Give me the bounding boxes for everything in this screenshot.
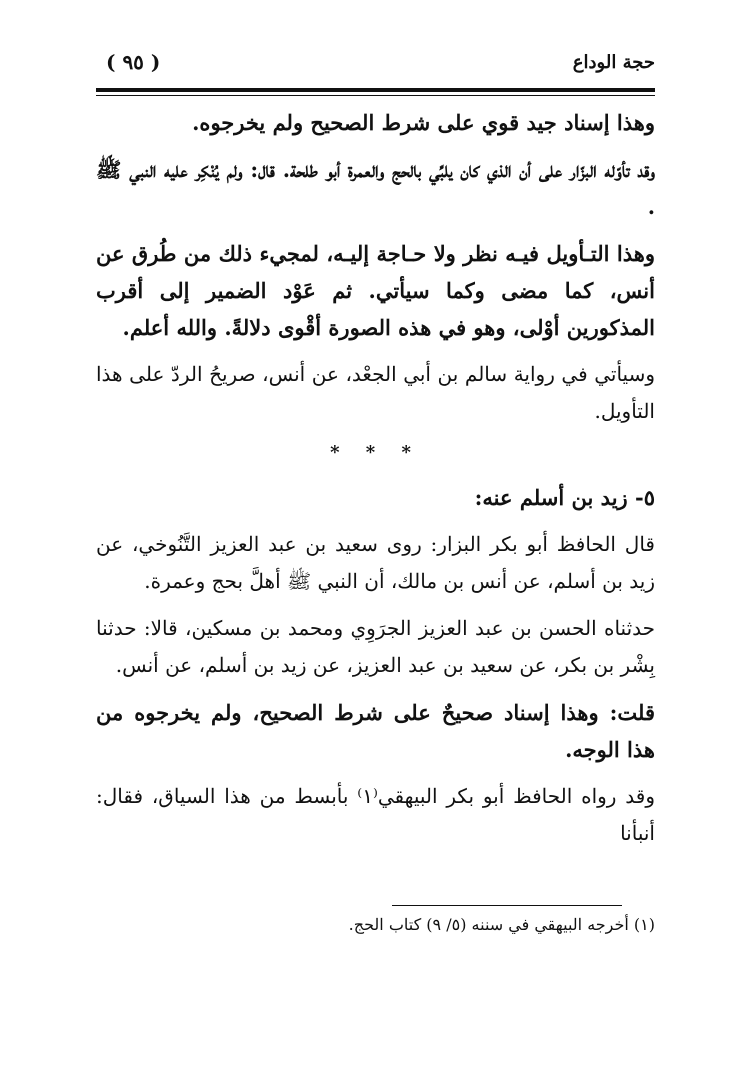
footnote: (١) أخرجه البيهقي في سننه (٥/ ٩) كتاب الحج. (348, 915, 655, 934)
section-separator: * * * (330, 442, 421, 463)
page-number: ( ٩٥ ) (106, 50, 161, 74)
paragraph: وسيأتي في رواية سالم بن أبي الجعْد، عن أنس، صريحُ الردّ على هذا التأويل. (96, 362, 655, 423)
paragraph: وقد رواه الحافظ أبو بكر البيهقي⁽١⁾ بأبسط من هذا السياق، فقال: أنبأنا (96, 784, 655, 845)
paragraph: قال الحافظ أبو بكر البزار: روى سعيد بن عبد العزيز التَّنُوخي، عن زيد بن أسلم، عن أنس بن مالك، أن النبي ﷺ أهلَّ بحج وعمرة. (96, 532, 655, 593)
page-header (96, 44, 655, 86)
section-heading: ٥- زيد بن أسلم عنه: (474, 485, 655, 510)
body-text (96, 104, 655, 862)
running-title: حجة الوداع (572, 52, 655, 73)
header-thick-rule (96, 88, 655, 92)
paragraph: وقد تأوّله البزّار على أن الذي كان يلبِّي بالحج والعمرة أبو طلحة. قال: ولم يُنْكِر عليه النبي ﷺ . (96, 157, 655, 219)
paragraph: قلت: وهذا إسناد صحيحٌ على شرط الصحيح، ولم يخرجوه من هذا الوجه. (96, 700, 655, 762)
paragraph: وهذا التـأويل فيـه نظر ولا حـاجة إليـه، لمجيء ذلك من طُرق عن أنس، كما مضى وكما سيأتي. ثم عَوْد الضمير إلى أقرب المذكورين أوْلى، وهو في هذه الصورة أقْوى دلالةً. والله أعلم. (96, 241, 655, 340)
footnote-rule (392, 905, 622, 906)
paragraph: وهذا إسناد جيد قوي على شرط الصحيح ولم يخرجوه. (192, 110, 655, 135)
header-thin-rule (96, 95, 655, 96)
paragraph: حدثناه الحسن بن عبد العزيز الجرَوِي ومحمد بن مسكين، قالا: حدثنا بِشْر بن بكر، عن سعيد بن عبد العزيز، عن زيد بن أسلم، عن أنس. (96, 616, 655, 677)
